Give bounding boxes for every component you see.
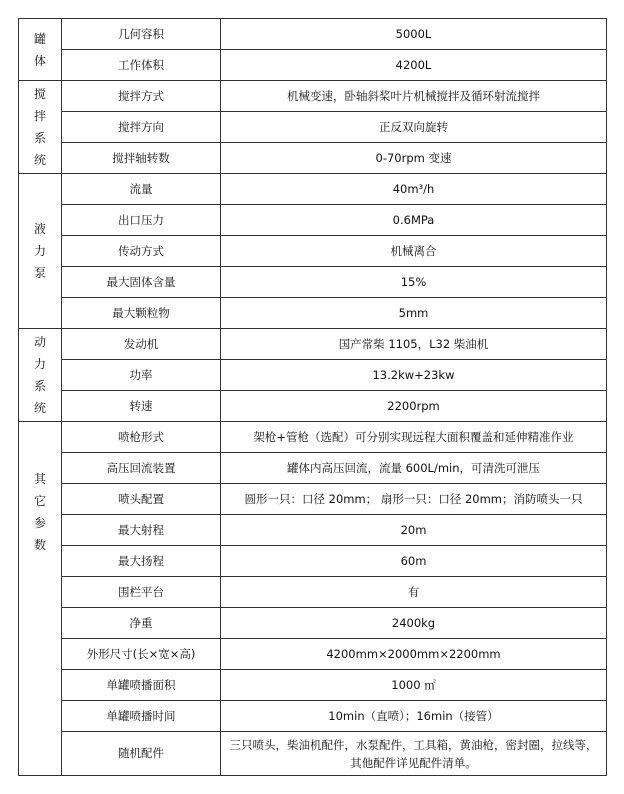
param-value: 40m³/h — [221, 174, 607, 205]
param-name: 最大颗粒物 — [62, 298, 221, 329]
table-row — [19, 670, 607, 701]
param-value: 0.6MPa — [221, 205, 607, 236]
param-name: 流量 — [62, 174, 221, 205]
spec-table — [18, 18, 607, 776]
param-name: 喷头配置 — [62, 484, 221, 515]
param-name: 出口压力 — [62, 205, 221, 236]
param-value: 国产常柴 1105，L32 柴油机 — [221, 329, 607, 360]
param-value: 4200mm×2000mm×2200mm — [221, 639, 607, 670]
param-name: 最大射程 — [62, 515, 221, 546]
param-value: 正反双向旋转 — [221, 112, 607, 143]
param-name: 转速 — [62, 391, 221, 422]
spec-table-body — [19, 19, 607, 776]
param-name: 传动方式 — [62, 236, 221, 267]
group-cell-tank — [19, 19, 62, 81]
table-row — [19, 81, 607, 112]
table-row — [19, 19, 607, 50]
param-value: 5mm — [221, 298, 607, 329]
table-row — [19, 298, 607, 329]
param-value: 10min（直喷）；16min（接管） — [221, 701, 607, 732]
param-value: 圆形一只：口径 20mm； 扇形一只：口径 20mm；消防喷头一只 — [221, 484, 607, 515]
param-value: 20m — [221, 515, 607, 546]
param-value: 罐体内高压回流，流量 600L/min，可清洗可泄压 — [221, 453, 607, 484]
param-value: 有 — [221, 577, 607, 608]
table-row — [19, 143, 607, 174]
param-value: 0-70rpm 变速 — [221, 143, 607, 174]
param-name: 工作体积 — [62, 50, 221, 81]
table-row — [19, 577, 607, 608]
table-row — [19, 360, 607, 391]
param-name: 喷枪形式 — [62, 422, 221, 453]
group-label: 其它参数 — [33, 472, 46, 552]
table-row — [19, 205, 607, 236]
param-value: 13.2kw+23kw — [221, 360, 607, 391]
table-row — [19, 422, 607, 453]
param-value: 2400kg — [221, 608, 607, 639]
table-row — [19, 50, 607, 81]
param-name: 单罐喷播时间 — [62, 701, 221, 732]
param-value: 1000 ㎡ — [221, 670, 607, 701]
param-name: 高压回流装置 — [62, 453, 221, 484]
table-row — [19, 236, 607, 267]
param-name: 几何容积 — [62, 19, 221, 50]
param-value: 2200rpm — [221, 391, 607, 422]
table-row — [19, 391, 607, 422]
group-label: 动力系统 — [33, 335, 46, 415]
param-value: 架枪+管枪（选配）可分别实现远程大面积覆盖和延伸精准作业 — [221, 422, 607, 453]
table-row — [19, 174, 607, 205]
param-name: 搅拌方式 — [62, 81, 221, 112]
table-row — [19, 112, 607, 143]
param-name: 净重 — [62, 608, 221, 639]
param-name: 最大固体含量 — [62, 267, 221, 298]
table-row — [19, 267, 607, 298]
param-name: 搅拌方向 — [62, 112, 221, 143]
group-cell-pump — [19, 174, 62, 329]
table-row — [19, 608, 607, 639]
param-name: 发动机 — [62, 329, 221, 360]
table-row — [19, 732, 607, 776]
group-label: 液力泵 — [33, 222, 46, 280]
group-label: 罐体 — [33, 31, 46, 68]
table-row — [19, 639, 607, 670]
param-value: 60m — [221, 546, 607, 577]
table-row — [19, 329, 607, 360]
param-name: 单罐喷播面积 — [62, 670, 221, 701]
param-value: 三只喷头，柴油机配件，水泵配件，工具箱，黄油枪，密封圈，拉线等，其他配件详见配件清单。 — [221, 732, 607, 776]
param-value: 机械变速，卧轴斜桨叶片机械搅拌及循环射流搅拌 — [221, 81, 607, 112]
param-value: 5000L — [221, 19, 607, 50]
table-row — [19, 546, 607, 577]
param-value: 15% — [221, 267, 607, 298]
table-row — [19, 484, 607, 515]
group-cell-mixing — [19, 81, 62, 174]
param-value: 机械离合 — [221, 236, 607, 267]
param-name: 围栏平台 — [62, 577, 221, 608]
param-name: 外形尺寸(长×宽×高) — [62, 639, 221, 670]
param-name: 搅拌轴转数 — [62, 143, 221, 174]
param-name: 最大扬程 — [62, 546, 221, 577]
group-cell-power — [19, 329, 62, 422]
group-label: 搅拌系统 — [33, 87, 46, 167]
param-name: 随机配件 — [62, 732, 221, 776]
param-name: 功率 — [62, 360, 221, 391]
param-value: 4200L — [221, 50, 607, 81]
table-row — [19, 453, 607, 484]
group-cell-other — [19, 422, 62, 776]
table-row — [19, 515, 607, 546]
table-row — [19, 701, 607, 732]
